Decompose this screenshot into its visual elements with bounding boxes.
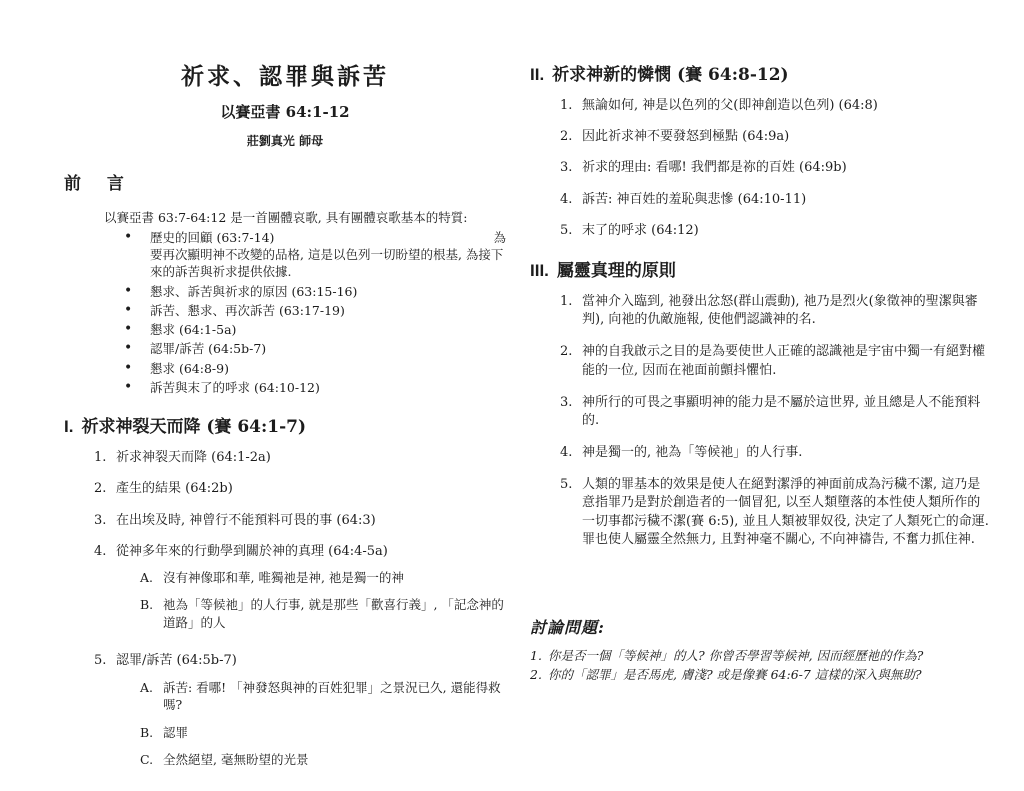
outline-item: [560, 293, 990, 329]
outline-item-label: 2.: [94, 481, 107, 497]
page-title: 祈求、認罪與訴苦: [181, 63, 389, 90]
outline-item: [94, 512, 506, 530]
outline-item: [560, 128, 990, 146]
bullet-item: [120, 229, 506, 281]
outline-item-text-main: 認罪/訴苦 (64:5b-7): [116, 653, 237, 669]
outline-item: [560, 476, 990, 549]
outline-subitem-text: 祂為「等候祂」的人行事, 就是那些「歡喜行義」, 「記念神的道路」的人: [163, 597, 504, 630]
outline-item-label: 4.: [94, 543, 107, 559]
outline-section-i: [64, 412, 506, 776]
bullet-text: • 歷史的回顧 (63:7-14): [150, 229, 275, 245]
outline-subitem-list: [140, 569, 506, 632]
outline-item: [94, 543, 506, 640]
section-title: 祈求神裂天而降 (賽 64:1-7): [81, 417, 307, 438]
outline-item-label: 4.: [560, 445, 573, 461]
outline-item-list: [94, 449, 506, 776]
section-title: 屬靈真理的原則: [556, 260, 676, 281]
outline-subitem-text: 訴苦: 看哪! 「神發怒與神的百姓犯罪」之景況已久, 還能得救嗎?: [163, 679, 501, 713]
outline-item: [560, 444, 990, 462]
section-heading: [530, 60, 990, 85]
foreword-bullet-list: [120, 229, 506, 396]
section-title: 祈求神新的憐憫 (賽 64:8-12): [552, 65, 789, 85]
outline-item-text: [116, 652, 506, 776]
foreword-heading: 前 言: [64, 174, 134, 194]
outline-item-text: 祈求的理由: 看哪! 我們都是祢的百姓 (64:9b): [582, 160, 847, 176]
bullet-text: 懇求、訴苦與祈求的原因 (63:15-16): [150, 283, 358, 299]
section-numeral: II.: [530, 65, 545, 84]
outline-item: [560, 97, 990, 115]
outline-subitem: [140, 569, 506, 587]
outline-item-label: 5.: [94, 653, 107, 669]
discussion-question-text: 你的「認罪」是否馬虎, 膚淺? 或是像賽 64:6-7 這樣的深入與無助?: [548, 667, 922, 683]
bullet-item: [120, 379, 506, 396]
bullet-text: 訴苦、懇求、再次訴苦 (63:17-19): [150, 302, 345, 318]
outline-item: [560, 159, 990, 177]
outline-item-label: 5.: [560, 222, 573, 238]
bullet-first-line: [150, 229, 506, 246]
outline-subitem-text: 沒有神像耶和華, 唯獨祂是神, 祂是獨一的神: [163, 569, 404, 585]
outline-item-label: 3.: [560, 160, 573, 176]
outline-item-text: 當神介入臨到, 祂發出忿怒(群山震動), 祂乃是烈火(象徵神的聖潔與審判), 向祂的仇敵施報, 使他們認識神的名.: [582, 293, 978, 328]
outline-item-label: 5.: [560, 477, 573, 493]
outline-subitem-text: 全然絕望, 毫無盼望的光景: [163, 752, 309, 768]
scripture-reference: 以賽亞書 64:1-12: [220, 103, 350, 121]
section-heading: [530, 256, 990, 281]
outline-subitem-text: 認罪: [163, 724, 189, 740]
outline-subitem-label: A.: [140, 569, 154, 585]
outline-item: [560, 222, 990, 240]
outline-item-label: 4.: [560, 191, 573, 207]
outline-item-text: 產生的結果 (64:2b): [116, 481, 233, 497]
section-heading: [64, 412, 506, 437]
outline-item-text: 在出埃及時, 神曾行不能預料可畏的事 (64:3): [116, 512, 376, 528]
bullet-item: [120, 360, 506, 377]
outline-item-text-main: 從神多年來的行動學到關於神的真理 (64:4-5a): [116, 543, 388, 559]
discussion-question-label: 1.: [530, 648, 542, 663]
outline-item-text: [116, 543, 506, 640]
author-line: 莊劉真光 師母: [246, 134, 324, 148]
outline-section-ii: [530, 60, 990, 240]
bullet-item: [120, 302, 506, 319]
bullet-text: 認罪/訴苦 (64:5b-7): [150, 341, 267, 357]
foreword-intro: 以賽亞書 63:7-64:12 是一首團體哀歌, 具有團體哀歌基本的特質:: [104, 210, 468, 225]
outline-item-label: 1.: [560, 293, 573, 309]
outline-item-text: 因此祈求神不要發怒到極點 (64:9a): [582, 129, 790, 145]
discussion-question-text: 你是否一個「等候神」的人? 你曾否學習等候神, 因而經歷祂的作為?: [548, 648, 924, 663]
bullet-text: 訴苦與末了的呼求 (64:10-12): [150, 379, 320, 395]
outline-item-list: [560, 97, 990, 240]
discussion-question: [530, 646, 990, 665]
outline-subitem-list: [140, 679, 506, 769]
outline-item-label: 3.: [94, 512, 107, 528]
outline-subitem-label: B.: [140, 597, 154, 613]
outline-item-label: 1.: [94, 450, 107, 466]
bullet-item: [120, 321, 506, 338]
outline-subitem-label: C.: [140, 752, 154, 768]
section-numeral: III.: [530, 260, 549, 280]
outline-item-label: 3.: [560, 394, 573, 410]
bullet-trailing-char: 為: [493, 229, 506, 245]
outline-item: [560, 343, 990, 379]
bullet-text: 懇求 (64:1-5a): [150, 322, 237, 338]
bullet-item: [120, 283, 506, 300]
bullet-continuation: 要再次顯明神不改變的品格, 這是以色列一切盼望的根基, 為接下來的訴苦與祈求提供依據.: [150, 247, 504, 280]
right-column: [530, 60, 990, 685]
outline-item: [560, 394, 990, 430]
discussion-question-label: 2.: [530, 667, 542, 683]
outline-item-text: 訴苦: 神百姓的羞恥與悲慘 (64:10-11): [582, 191, 807, 207]
outline-item-text: 神所行的可畏之事顯明神的能力是不屬於這世界, 並且總是人不能預料的.: [582, 394, 981, 428]
discussion-question: [530, 665, 990, 684]
outline-subitem: [140, 724, 506, 742]
outline-item-text: 神是獨一的, 祂為「等候祂」的人行事.: [582, 445, 803, 461]
outline-subitem-label: A.: [140, 679, 154, 695]
bullet-text: 懇求 (64:8-9): [150, 360, 229, 376]
outline-item-label: 1.: [560, 98, 573, 113]
discussion-section: [530, 615, 990, 685]
outline-item: [560, 191, 990, 209]
outline-subitem: [140, 596, 506, 631]
bullet-item: [120, 340, 506, 357]
outline-subitem: [140, 751, 506, 769]
outline-item-text: 末了的呼求 (64:12): [582, 222, 699, 238]
outline-subitem-label: B.: [140, 724, 154, 740]
outline-item: [94, 449, 506, 467]
outline-item-text: 人類的罪基本的效果是使人在絕對潔淨的神面前成為污穢不潔, 這乃是意指罪乃是對於創造者的一個冒犯, 以至人類墮落的本性使人類所作的一切事都污穢不潔(賽 6:5), 並且人類被罪奴役, 決定了人類死亡的命運. 罪也使人屬靈全然無力, 且對神毫不關心, 不向神禱告, 不奮力抓住神.: [582, 477, 989, 547]
discussion-heading: 討論問題:: [530, 618, 605, 637]
outline-item-text: 無論如何, 神是以色列的父(即神創造以色列) (64:8): [582, 98, 878, 113]
section-numeral: I.: [64, 417, 74, 437]
outline-subitem: [140, 679, 506, 714]
outline-item-label: 2.: [560, 344, 573, 360]
outline-item-text: 神的自我啟示之目的是為要使世人正確的認識祂是宇宙中獨一有絕對權能的一位, 因而在祂面前顫抖懼怕.: [582, 344, 986, 378]
outline-item: [94, 652, 506, 776]
outline-section-iii: [530, 256, 990, 549]
outline-item-label: 2.: [560, 129, 573, 145]
left-column: [64, 58, 506, 790]
outline-item-list: [560, 293, 990, 549]
outline-item-text: 祈求神裂天而降 (64:1-2a): [116, 450, 271, 466]
outline-item: [94, 480, 506, 498]
